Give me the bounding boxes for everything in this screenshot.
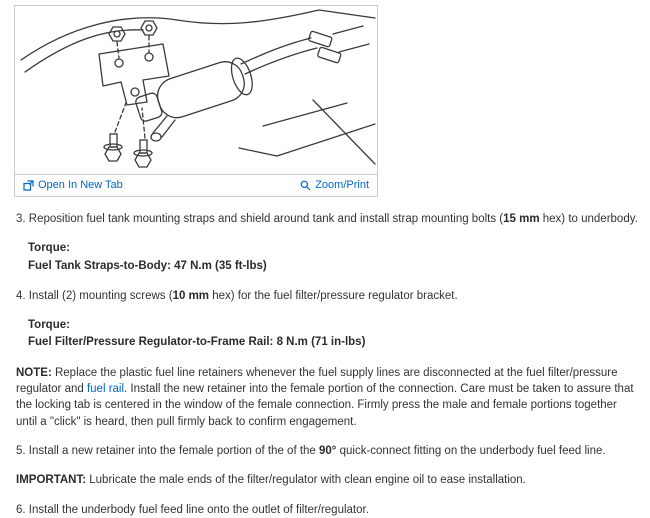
note-text-1: Replace the plastic fuel line retainers whenever the fuel supply lines are disconnected at the fuel filter/pressure regulator and	[16, 366, 618, 395]
torque-spec-2	[28, 317, 640, 352]
torque-1-label: Torque:	[28, 242, 70, 255]
torque-spec-1	[28, 240, 640, 275]
torque-2-label: Torque:	[28, 319, 70, 332]
important-paragraph	[16, 472, 640, 488]
torque-1-spec: Fuel Tank Straps-to-Body: 47 N.m (35 ft-lbs)	[28, 259, 267, 272]
zoom-print-link[interactable]	[300, 179, 369, 191]
step-4	[16, 288, 640, 304]
fuel-filter-diagram	[15, 6, 377, 174]
zoom-print-label: Zoom/Print	[315, 179, 369, 191]
step-3-text: 3. Reposition fuel tank mounting straps and shield around tank and install strap mounting bolts (	[16, 213, 504, 225]
step-3-text-post: hex) to underbody.	[539, 213, 638, 225]
step-5-text-post: quick-connect fitting on the underbody fuel feed line.	[336, 444, 606, 457]
magnifier-icon	[300, 180, 311, 191]
important-text: Lubricate the male ends of the filter/regulator with clean engine oil to ease installation.	[86, 474, 526, 487]
step-4-text: 4. Install (2) mounting screws (	[16, 289, 173, 302]
fuel-filter-diagram-art	[15, 6, 377, 174]
note-paragraph	[16, 365, 640, 430]
open-in-new-tab-label: Open In New Tab	[38, 179, 123, 191]
step-3-bold-value: 15 mm	[503, 213, 540, 225]
figure-panel	[14, 5, 378, 197]
figure-link-bar	[15, 174, 377, 196]
important-label: IMPORTANT:	[16, 474, 87, 487]
torque-2-spec: Fuel Filter/Pressure Regulator-to-Frame Rail: 8 N.m (71 in-lbs)	[28, 336, 366, 349]
note-label: NOTE:	[16, 366, 52, 379]
step-4-text-post: hex) for the fuel filter/pressure regulator bracket.	[209, 289, 458, 302]
fuel-rail-link[interactable]: fuel rail	[86, 382, 125, 395]
step-3	[16, 211, 640, 227]
step-6: 6. Install the underbody fuel feed line onto the outlet of filter/regulator.	[16, 503, 369, 516]
open-in-new-tab-link[interactable]	[23, 179, 123, 191]
open-in-new-tab-icon	[23, 180, 34, 191]
step-5-bold-value: 90°	[319, 444, 337, 457]
note-text-2: . Install the new retainer into the female portion of the connection. Care must be taken to assure that the locking tab is centered in the window of the female connection. Firmly press the male and female portions together until a "click" is heard, then pull firmly back to confirm engagement.	[16, 382, 634, 428]
step-4-bold-value: 10 mm	[172, 289, 210, 302]
step-5	[16, 443, 640, 459]
step-5-text: 5. Install a new retainer into the female portion of the of the	[16, 444, 320, 457]
